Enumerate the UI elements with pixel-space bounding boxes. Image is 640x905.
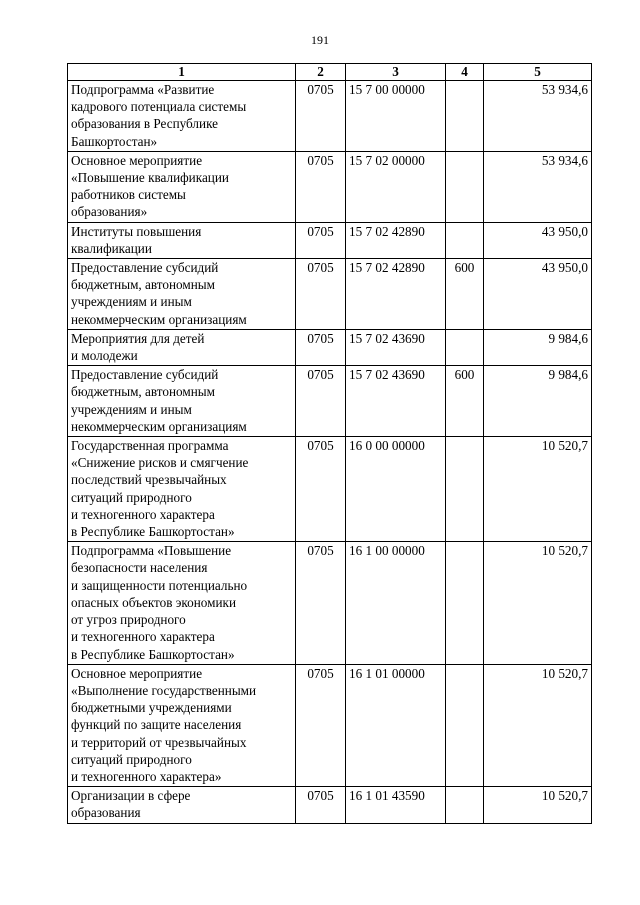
row-name-line: и техногенного характера»	[71, 768, 222, 784]
row-code-cell: 15 7 00 00000	[346, 81, 446, 152]
row-name-line: Государственная программа	[71, 438, 229, 454]
row-expense-type-cell	[446, 151, 484, 222]
row-expense-type-cell	[446, 787, 484, 823]
row-section-cell: 0705	[296, 366, 346, 437]
row-section-cell: 0705	[296, 437, 346, 542]
row-amount-cell: 43 950,0	[484, 222, 592, 258]
table-row	[68, 151, 592, 222]
row-name-line: кадрового потенциала системы	[71, 99, 247, 115]
row-amount-cell: 10 520,7	[484, 787, 592, 823]
row-expense-type-cell	[446, 437, 484, 542]
row-name-line: ситуаций природного	[71, 751, 192, 767]
row-name-line: Предоставление субсидий	[71, 260, 219, 276]
header-col-1: 1	[68, 64, 296, 81]
row-amount-cell: 10 520,7	[484, 437, 592, 542]
table-row	[68, 81, 592, 152]
table-row	[68, 222, 592, 258]
row-code-cell: 16 1 00 00000	[346, 542, 446, 664]
row-name-line: образования	[71, 805, 141, 821]
row-name-line: некоммерческим организациям	[71, 418, 247, 434]
row-name-line: и защищенности потенциально	[71, 577, 248, 593]
row-section-cell: 0705	[296, 329, 346, 365]
row-name-line: «Снижение рисков и смягчение	[71, 455, 249, 471]
row-expense-type-cell	[446, 542, 484, 664]
row-name-line: бюджетным, автономным	[71, 277, 215, 293]
table-row	[68, 542, 592, 664]
row-code-cell: 16 1 01 43590	[346, 787, 446, 823]
row-code-cell: 16 1 01 00000	[346, 664, 446, 786]
row-name-cell	[68, 787, 296, 823]
row-name-line: и молодежи	[71, 348, 138, 364]
table-row	[68, 259, 592, 330]
row-section-cell: 0705	[296, 151, 346, 222]
row-name-line: квалификации	[71, 240, 152, 256]
row-name-line: от угроз природного	[71, 612, 186, 628]
table-row	[68, 664, 592, 786]
row-name-cell	[68, 329, 296, 365]
row-name-line: ситуаций природного	[71, 489, 192, 505]
row-name-cell	[68, 259, 296, 330]
row-amount-cell: 53 934,6	[484, 151, 592, 222]
row-amount-cell: 9 984,6	[484, 329, 592, 365]
row-name-cell	[68, 81, 296, 152]
header-col-5: 5	[484, 64, 592, 81]
header-col-4: 4	[446, 64, 484, 81]
row-section-cell: 0705	[296, 787, 346, 823]
row-expense-type-cell: 600	[446, 366, 484, 437]
row-code-cell: 15 7 02 42890	[346, 222, 446, 258]
row-name-line: учреждениям и иным	[71, 294, 192, 310]
row-name-line: некоммерческим организациям	[71, 311, 247, 327]
row-expense-type-cell	[446, 664, 484, 786]
row-amount-cell: 53 934,6	[484, 81, 592, 152]
budget-table	[67, 63, 592, 824]
row-section-cell: 0705	[296, 222, 346, 258]
row-name-line: опасных объектов экономики	[71, 594, 237, 610]
row-name-line: Подпрограмма «Развитие	[71, 82, 215, 97]
row-name-line: безопасности населения	[71, 560, 208, 576]
row-name-line: учреждениям и иным	[71, 401, 192, 417]
table-row	[68, 437, 592, 542]
row-section-cell: 0705	[296, 664, 346, 786]
row-expense-type-cell	[446, 222, 484, 258]
row-expense-type-cell: 600	[446, 259, 484, 330]
row-name-line: образования в Республике	[71, 116, 219, 132]
row-name-line: в Республике Башкортостан»	[71, 646, 235, 662]
row-name-line: Подпрограмма «Повышение	[71, 543, 232, 559]
table-row	[68, 787, 592, 823]
row-name-line: Башкортостан»	[71, 133, 158, 149]
row-name-line: бюджетным, автономным	[71, 384, 215, 400]
row-expense-type-cell	[446, 329, 484, 365]
row-name-line: Институты повышения	[71, 223, 202, 239]
page-number: 191	[311, 33, 329, 47]
row-name-line: в Республике Башкортостан»	[71, 524, 235, 540]
row-name-cell	[68, 366, 296, 437]
row-name-line: работников системы	[71, 187, 186, 203]
row-name-line: и территорий от чрезвычайных	[71, 734, 247, 750]
row-amount-cell: 10 520,7	[484, 542, 592, 664]
row-name-line: и техногенного характера	[71, 506, 215, 522]
table-header-row	[68, 64, 592, 81]
row-section-cell: 0705	[296, 259, 346, 330]
row-name-line: Мероприятия для детей	[71, 330, 205, 346]
row-name-line: «Повышение квалификации	[71, 170, 229, 186]
row-amount-cell: 10 520,7	[484, 664, 592, 786]
row-code-cell: 15 7 02 00000	[346, 151, 446, 222]
row-name-cell	[68, 151, 296, 222]
row-name-line: бюджетными учреждениями	[71, 700, 232, 716]
row-name-cell	[68, 542, 296, 664]
table-row	[68, 329, 592, 365]
header-col-3: 3	[346, 64, 446, 81]
row-name-line: образования»	[71, 204, 148, 220]
row-code-cell: 15 7 02 43690	[346, 366, 446, 437]
row-code-cell: 15 7 02 42890	[346, 259, 446, 330]
row-name-line: «Выполнение государственными	[71, 682, 257, 698]
row-amount-cell: 9 984,6	[484, 366, 592, 437]
row-name-cell	[68, 437, 296, 542]
row-name-line: Предоставление субсидий	[71, 367, 219, 383]
row-name-line: функций по защите населения	[71, 717, 242, 733]
row-code-cell: 15 7 02 43690	[346, 329, 446, 365]
table-row	[68, 366, 592, 437]
row-name-line: Основное мероприятие	[71, 665, 203, 681]
row-section-cell: 0705	[296, 542, 346, 664]
row-name-cell	[68, 222, 296, 258]
row-name-line: Организации в сфере	[71, 788, 191, 804]
row-name-line: последствий чрезвычайных	[71, 472, 227, 488]
table-body	[68, 81, 592, 824]
header-col-2: 2	[296, 64, 346, 81]
row-section-cell: 0705	[296, 81, 346, 152]
row-code-cell: 16 0 00 00000	[346, 437, 446, 542]
row-expense-type-cell	[446, 81, 484, 152]
row-name-line: Основное мероприятие	[71, 152, 203, 168]
row-name-line: и техногенного характера	[71, 629, 215, 645]
row-amount-cell: 43 950,0	[484, 259, 592, 330]
row-name-cell	[68, 664, 296, 786]
